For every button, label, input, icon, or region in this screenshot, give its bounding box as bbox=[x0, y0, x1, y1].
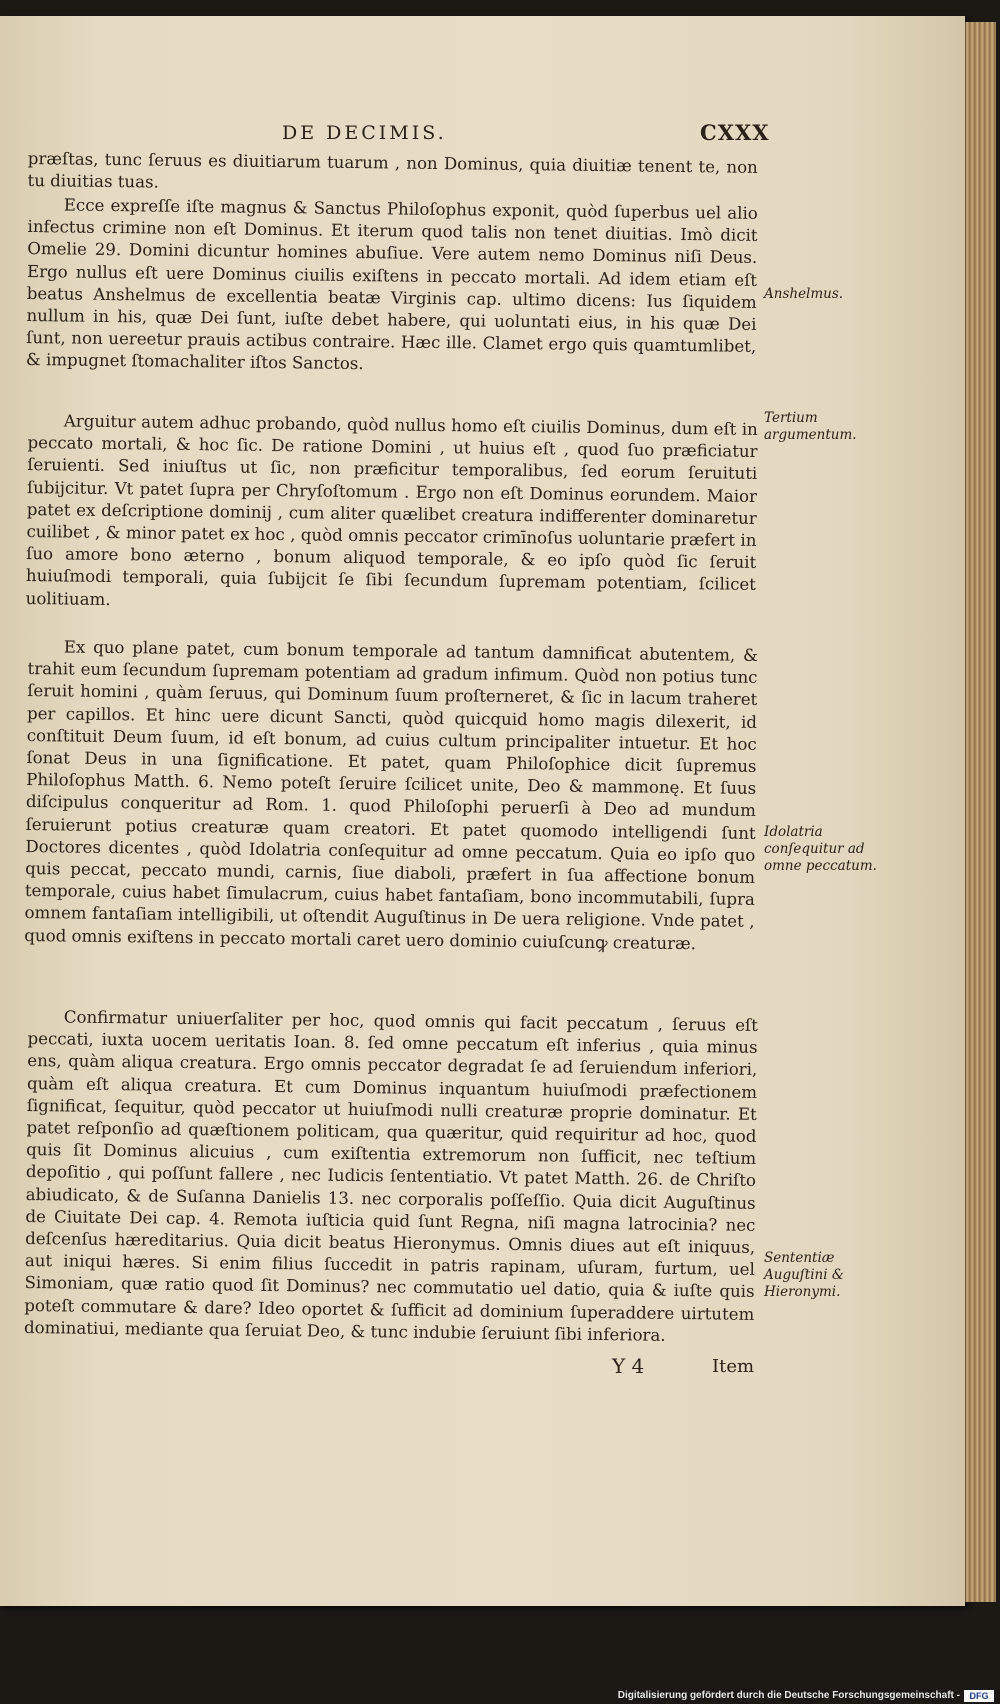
folio-number: CXXX bbox=[700, 120, 770, 145]
marginal-note-sententiae: Sententiæ Auguſtini & Hieronymi. bbox=[764, 1250, 844, 1300]
marginal-note-idolatria: Idolatria conſequitur ad omne peccatum. bbox=[764, 824, 877, 874]
marginal-note-anshelmus: Anshelmus. bbox=[764, 286, 844, 302]
book-page bbox=[0, 16, 965, 1606]
marginal-note-tertium-argumentum: Tertium argumentum. bbox=[764, 410, 857, 443]
running-head bbox=[0, 118, 965, 148]
signature-mark: Y 4 bbox=[612, 1354, 645, 1378]
paragraph-1: præſtas, tunc ſeruus es diuitiarum tuarum , non Dominus, quia diuitiæ tenent te, non tu diuitias tuas. bbox=[27, 148, 758, 192]
digitization-credit: Digitalisierung gefördert durch die Deutsche Forschungsgemeinschaft - bbox=[617, 1690, 960, 1701]
paragraph-5: Confirmatur uniuerſaliter per hoc, quod omnis qui facit peccatum , ſeruus eſt peccati, iuxta uocem ueritatis Ioan. 8. ſed omne peccatum eſt inferius , quia minus ens, quàm aliqua creatura. Ergo omnis peccator degradat ſe ad ſeruiendum inferiori, quàm eſt aliqua creatura. Et cum Dominus inquantum huiuſmodi præfectionem ſignificat, ſequitur, quòd peccator ut huiuſmodi nulli creaturæ proprie dominatur. Et patet reſponſio ad quæſtionem politicam, qua quæritur, quid requiritur ad hoc, quod quis ſit Dominus alicuius , cum exiſtentia extremorum non ſufficit, nec teſtium depoſitio , qui poſſunt fallere , nec Iudicis ſententiatio. Vt patet Matth. 26. de Chriſto abiudicato, & de Suſanna Danielis 13. nec corporalis poſſeſſio. Quia dicit Auguſtinus de Ciuitate Dei cap. 4. Remota iuſticia quid ſunt Regna, niſi magna latrocinia? nec deſcenſus hæreditarius. Quia dicit beatus Hieronymus. Omnis diues aut eſt iniquus, aut iniqui hæres. Si enim filius ſuccedit in patris rapinam, uſuram, furtum, uel Simoniam, quæ ratio quod ſit Dominus? nec commutatio uel datio, quia & iuſte quis poteſt commutare & dare? Ideo oportet & ſufficit ad dominium ſuperaddere uirtutem dominatiui, mediante qua ſeruiat Deo, & tunc indubie ſeruiunt ſibi inferiora. bbox=[23, 1007, 758, 1345]
paragraph-2: Ecce expreſſe iſte magnus & Sanctus Philoſophus exponit, quòd ſuperbus uel alio infectus crimine non eſt Dominus. Et iterum quod talis non tenet diuitias. Imò dicit Omelie 29. Domini dicuntur homines abuſiue. Vere autem nemo Dominus niſi Deus. Ergo nullus eſt uere Dominus ciuilis exiſtens in peccato mortali. Ad idem etiam eſt beatus Anshelmus de excellentia beatæ Virginis cap. ultimo dicens: Ius ſiquidem nullum in his, quæ Dei ſunt, iuſte debet habere, qui uoluntati eius, in his quæ Dei ſunt, non uereetur prauis actibus contraire. Hæc ille. Clamet ergo quis quamtumlibet, & impugnet ſtomachaliter iſtos Sanctos. bbox=[25, 195, 758, 374]
paragraph-4: Ex quo plane patet, cum bonum temporale ad tantum damnificat abutentem, & trahit eum ſecundum ſupremam potentiam ad gradum infimum. Quòd non potius tunc ſeruit homini , quàm ſeruus, qui Dominum ſuum proſterneret, & ſic in lacum traheret per capillos. Et hinc uere dicunt Sancti, quòd quicquid homo magis dilexerit, id conſtituit Deum ſuum, id eſt bonum, ad cuius cultum principaliter intuetur. Et hoc ſonat Deus in una ſignificatione. Et patet, quam Philoſophice dicit ſupremus Philoſophus Matth. 6. Nemo poteſt ſeruire ſcilicet unite, Deo & mammonę. Et ſuus diſcipulus conqueritur ad Rom. 1. quod Philoſophi peruerſi à Deo ad mundum ſeruierunt potius creaturæ quam creatori. Et patet quomodo intelligendi ſunt Doctores dicentes , quòd Idolatria conſequitur ad omne peccatum. Quia eo ipſo quo quis peccat, peccato mundi, carnis, ſiue diaboli, præfert in ſua affectione bonum temporale, cuius habet ſimulacrum, cuius habet fantaſiam, bono incommutabili, ſupra omnem fantaſiam intelligibili, ut oſtendit Auguſtinus in De uera religione. Vnde patet , quod omnis exiſtens in peccato mortali caret uero dominio cuiuſcunꝙ creaturæ. bbox=[24, 637, 758, 953]
catchword: Item bbox=[712, 1356, 755, 1377]
dfg-logo-icon: DFG bbox=[964, 1690, 994, 1702]
digitization-footer bbox=[0, 1690, 1000, 1704]
book-fore-edge bbox=[965, 22, 996, 1602]
paragraph-3: Arguitur autem adhuc probando, quòd nullus homo eſt ciuilis Dominus, dum eſt in peccato mortali, & hoc ſic. De ratione Domini , ut huius eſt , quod ſuo præficiatur ſeruienti. Sed iniuſtus ut ſic, non præficitur temporalibus, ſed eorum ſeruituti ſubijcitur. Vt patet ſupra per Chryſoſtomum . Ergo non eſt Dominus eorundem. Maior patet ex deſcriptione dominij , cum aliter quælibet creatura indifferenter dominaretur cuilibet , & minor patet ex hoc , quòd omnis peccator crimīnoſus uoluntarie præfert in ſuo amore bono æterno , bonum aliquod temporale, & eo ipſo quòd ſic ſeruit huiuſmodi temporali, quia ſubijcit ſe ſibi ſecundum ſupremam potentiam, ſcilicet uolitiuam. bbox=[25, 411, 758, 609]
running-title: DE DECIMIS. bbox=[282, 122, 447, 144]
